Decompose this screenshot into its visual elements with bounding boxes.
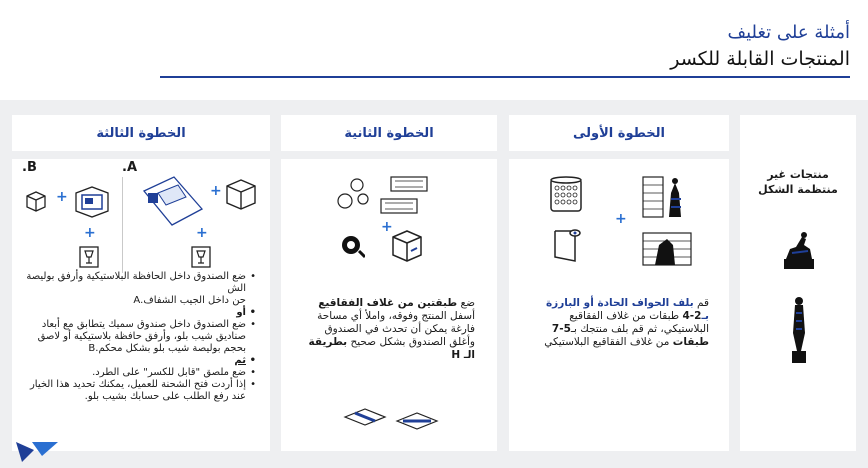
step3-heading: الخطوة الثالثة bbox=[12, 115, 270, 151]
step3-card bbox=[12, 159, 270, 451]
list-item: • إذا أردت فتح الشحنة للعميل، يمكنك تحديد هذا الخيار عند رفع الطلب على حسابك بشيب بلو. bbox=[20, 379, 256, 403]
page-title-line2: المنتجات القابلة للكسر bbox=[670, 48, 850, 70]
page-title-line1: أمثلة على تغليف bbox=[727, 22, 850, 43]
list-item: • ضع الصندوق داخل الحافظة البلاستيكية وأرفق بوليصة الش حن داخل الجيب الشفاف.A bbox=[20, 271, 256, 307]
wrapped-horse-icon bbox=[639, 229, 695, 269]
page-header bbox=[0, 0, 868, 100]
step1-heading: الخطوة الأولى bbox=[509, 115, 729, 151]
row-label-card bbox=[740, 115, 856, 451]
small-box-icon bbox=[24, 189, 48, 213]
tape-icon bbox=[339, 233, 365, 259]
paper-roll-icon bbox=[551, 225, 583, 263]
then-label: • ثم bbox=[20, 355, 256, 367]
plus-sign: + bbox=[84, 225, 96, 241]
box-icon bbox=[389, 227, 425, 263]
divider bbox=[122, 177, 123, 273]
step2-card bbox=[281, 159, 497, 451]
row-label-text: منتجات غير منتظمة الشكل bbox=[758, 168, 838, 196]
shipblu-logo-icon bbox=[14, 438, 60, 464]
step1-card bbox=[509, 159, 729, 451]
option-b-label: B. bbox=[22, 160, 37, 175]
standing-statue-icon bbox=[784, 293, 814, 365]
plus-sign: + bbox=[56, 189, 68, 205]
bubble-wrap-roll-icon bbox=[549, 175, 583, 215]
box-icon bbox=[224, 177, 258, 211]
plus-sign: + bbox=[381, 219, 393, 235]
fragile-label-icon bbox=[78, 245, 100, 269]
plastic-pouch-icon bbox=[140, 173, 206, 229]
option-a-label: A. bbox=[122, 160, 138, 175]
plus-sign: + bbox=[210, 183, 222, 199]
horse-statue-icon bbox=[778, 229, 820, 271]
title-underline bbox=[160, 76, 850, 78]
list-item: • ضع الصندوق داخل صندوق سميك يتطابق مع أبعاد صناديق شيب بلو، وأرفق حافظة بلاستيكية أو لاصق بحجم بوليصة شيب بلو بشكل محكم.B bbox=[20, 319, 256, 355]
wrapped-statue-icon bbox=[639, 173, 695, 221]
list-item: • ضع ملصق "قابل للكسر" على الطرد. bbox=[20, 367, 256, 379]
h-taping-icon bbox=[341, 403, 441, 433]
plus-sign: + bbox=[196, 225, 208, 241]
plus-sign: + bbox=[615, 211, 627, 227]
step2-heading: الخطوة الثانية bbox=[281, 115, 497, 151]
step2-instructions: ضع طبقتين من غلاف الفقاقيع أسفل المنتج وفوقه، واملأ أي مساحة فارغة يمكن أن تحدث في الصندوق وأغلق الصندوق بشكل صحيح بطريقة الـ H bbox=[308, 297, 475, 361]
step1-instructions: قم بلف الحواف الحادة أو البارزة بـ2-4 طبقات من غلاف الفقاقيع البلاستيكي، ثم قم بلف منتجك بـ5-7 طبقات من غلاف الفقاقيع البلاستيكي bbox=[544, 297, 709, 348]
or-label: • أو bbox=[20, 307, 256, 319]
fragile-label-icon bbox=[190, 245, 212, 269]
wrapped-items-icon bbox=[335, 173, 435, 219]
step3-instructions bbox=[20, 271, 256, 403]
box-with-pouch-icon bbox=[72, 183, 112, 219]
